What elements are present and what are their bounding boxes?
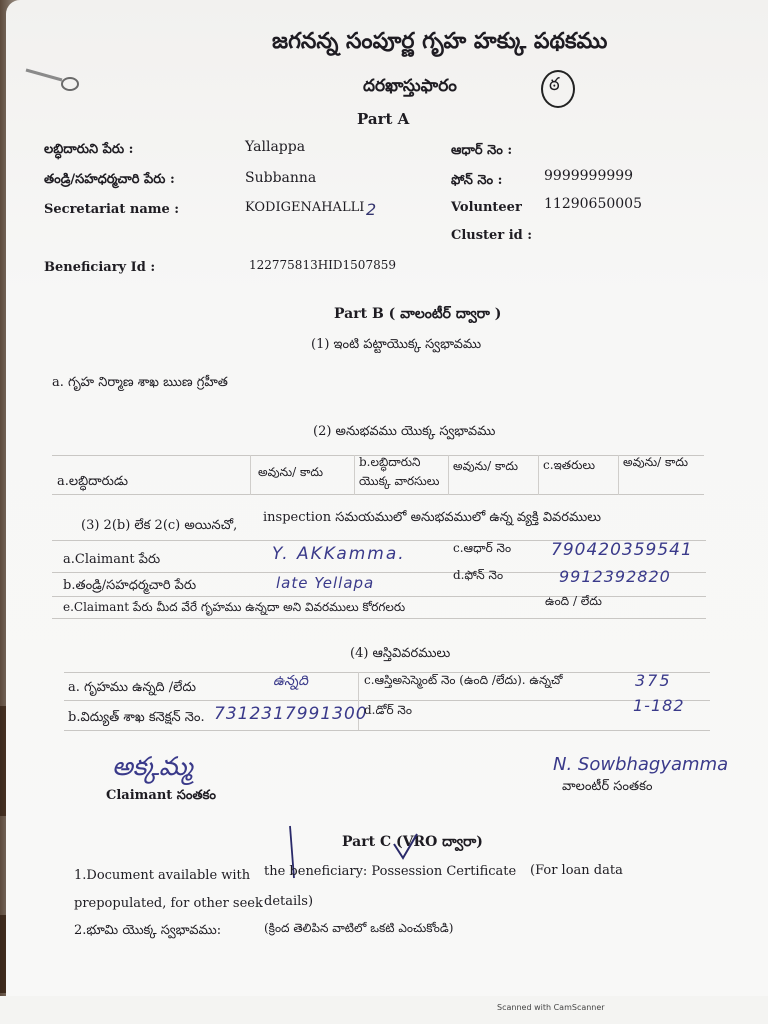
staple-icon [22, 64, 82, 94]
section-1-heading: (1) ఇంటి పట్టాయొక్క స్వభావము [311, 337, 482, 352]
assessment-label: c.ఆస్తిఅసెస్మెంట్ నెం (ఉంది /లేదు). ఉన్నచో [364, 673, 563, 687]
land-nature-text: (క్రింద తెలిపిన వాటిలో ఒకటి ఎంచుకోండి) [264, 921, 454, 935]
claimant-name-label: a.Claimant పేరు [63, 552, 161, 567]
sec2-c-label: c.ఇతరులు [543, 458, 596, 472]
form-subtitle: దరఖాస్తుఫారం [363, 76, 457, 96]
claimant-signature: అక్కమ్మ [112, 752, 193, 782]
house-exists-label: a. గృహము ఉన్నది /లేదు [68, 680, 197, 695]
table-border [250, 455, 251, 495]
cluster-label: Cluster id : [451, 228, 533, 243]
part-c-heading: Part C (VRO ద్వారా) [342, 834, 483, 850]
phone-label: ఫోన్ నెం : [451, 173, 503, 188]
aadhaar-label: ఆధార్ నెం : [451, 143, 513, 158]
document-note: (For loan data [530, 863, 623, 878]
house-exists-value: ఉన్నది [273, 673, 309, 689]
door-value: 1-182 [633, 696, 685, 715]
table-border [52, 596, 706, 597]
part-a-heading: Part A [357, 110, 410, 128]
footer-strip [0, 996, 768, 1024]
assessment-value: 375 [635, 671, 672, 690]
sec2-a-value: అవును/ కాదు [258, 465, 324, 479]
claimant-phone-label: d.ఫోన్ నెం [453, 568, 504, 582]
phone-value: 9999999999 [544, 168, 634, 184]
table-border [52, 494, 704, 495]
claimant-father-label: b.తండ్రి/సహధర్మచారి పేరు [63, 578, 197, 593]
document-text: the beneficiary: Possession Certificate [264, 864, 517, 879]
table-border [538, 455, 539, 495]
volunteer-label: Volunteer [451, 200, 522, 215]
claimant-phone-value: 9912392820 [559, 567, 671, 586]
document-label: 1.Document available with [74, 868, 251, 883]
electric-value: 7312317991300 [214, 704, 368, 724]
claimant-house-label: e.Claimant పేరు మీద వేరే గృహము ఉన్నదా అని వివరములు కోరగలరు [63, 600, 406, 614]
door-label: d.డోర్ నెం [364, 703, 412, 717]
claimant-aadhaar-label: c.ఆధార్ నెం [453, 541, 512, 555]
volunteer-signature: N. Sowbhagyamma [553, 754, 729, 775]
form-title: జగనన్న సంపూర్ణ గృహ హక్కు పథకము [272, 28, 608, 54]
secretariat-suffix: 2 [366, 200, 377, 219]
part-b-heading: Part B ( వాలంటీర్ ద్వారా ) [334, 306, 502, 322]
claimant-name-value: Y. AKKamma. [272, 544, 406, 564]
corner-mark-text: ఠ [549, 74, 560, 95]
sec2-b-label: b.లబ్ధిదారుని [359, 455, 421, 469]
claimant-father-value: late Yellapa [276, 574, 375, 592]
father-spouse-value: Subbanna [245, 170, 317, 186]
table-border [64, 700, 710, 701]
sec2-b-label-line2: యొక్క వారసులు [359, 474, 440, 488]
beneficiary-id-value: 122775813HID1507859 [249, 258, 396, 272]
section-3-heading-detail: inspection సమయములో అనుభవములో ఉన్న వ్యక్తి వివరములు [263, 510, 601, 525]
beneficiary-id-label: Beneficiary Id : [44, 260, 156, 275]
section-2-heading: (2) అనుభవము యొక్క స్వభావము [313, 424, 496, 439]
secretariat-value: KODIGENAHALLI [245, 200, 365, 215]
sec2-b-value: అవును/ కాదు [453, 459, 519, 473]
land-nature-label: 2.భూమి యొక్క స్వభావము: [74, 923, 222, 938]
section-3-heading: (3) 2(b) లేక 2(c) అయినచో, [81, 518, 238, 533]
sec2-a-label: a.లబ్ధిదారుడు [57, 474, 128, 489]
volunteer-signature-label: వాలంటీర్ సంతకం [562, 779, 653, 794]
claimant-house-value: ఉంది / లేదు [545, 594, 602, 608]
table-border [354, 455, 355, 495]
sec2-c-value: అవును/ కాదు [623, 455, 689, 469]
table-border [448, 455, 449, 495]
volunteer-value: 11290650005 [544, 196, 642, 212]
electric-label: b.విద్యుత్ శాఖ కనెక్షన్ నెం. [68, 710, 205, 725]
prepopulated-text: details) [264, 894, 314, 909]
section-4-heading: (4) ఆస్తివివరములు [350, 646, 451, 661]
table-border [618, 455, 619, 495]
secretariat-label: Secretariat name : [44, 202, 180, 217]
claimant-aadhaar-value: 790420359541 [551, 540, 693, 560]
father-spouse-label: తండ్రి/సహధర్మచారి పేరు : [44, 172, 175, 187]
table-border [52, 618, 706, 619]
camscanner-watermark: Scanned with CamScanner [497, 1003, 605, 1012]
table-border [64, 730, 710, 731]
section-1-item: a. గృహ నిర్మాణ శాఖ ఋణ గ్రహీత [52, 375, 228, 390]
claimant-signature-label: Claimant సంతకం [106, 788, 217, 803]
beneficiary-name-label: లబ్ధిదారుని పేరు : [44, 142, 134, 157]
prepopulated-label: prepopulated, for other seek [74, 896, 263, 911]
beneficiary-name-value: Yallappa [245, 139, 306, 155]
